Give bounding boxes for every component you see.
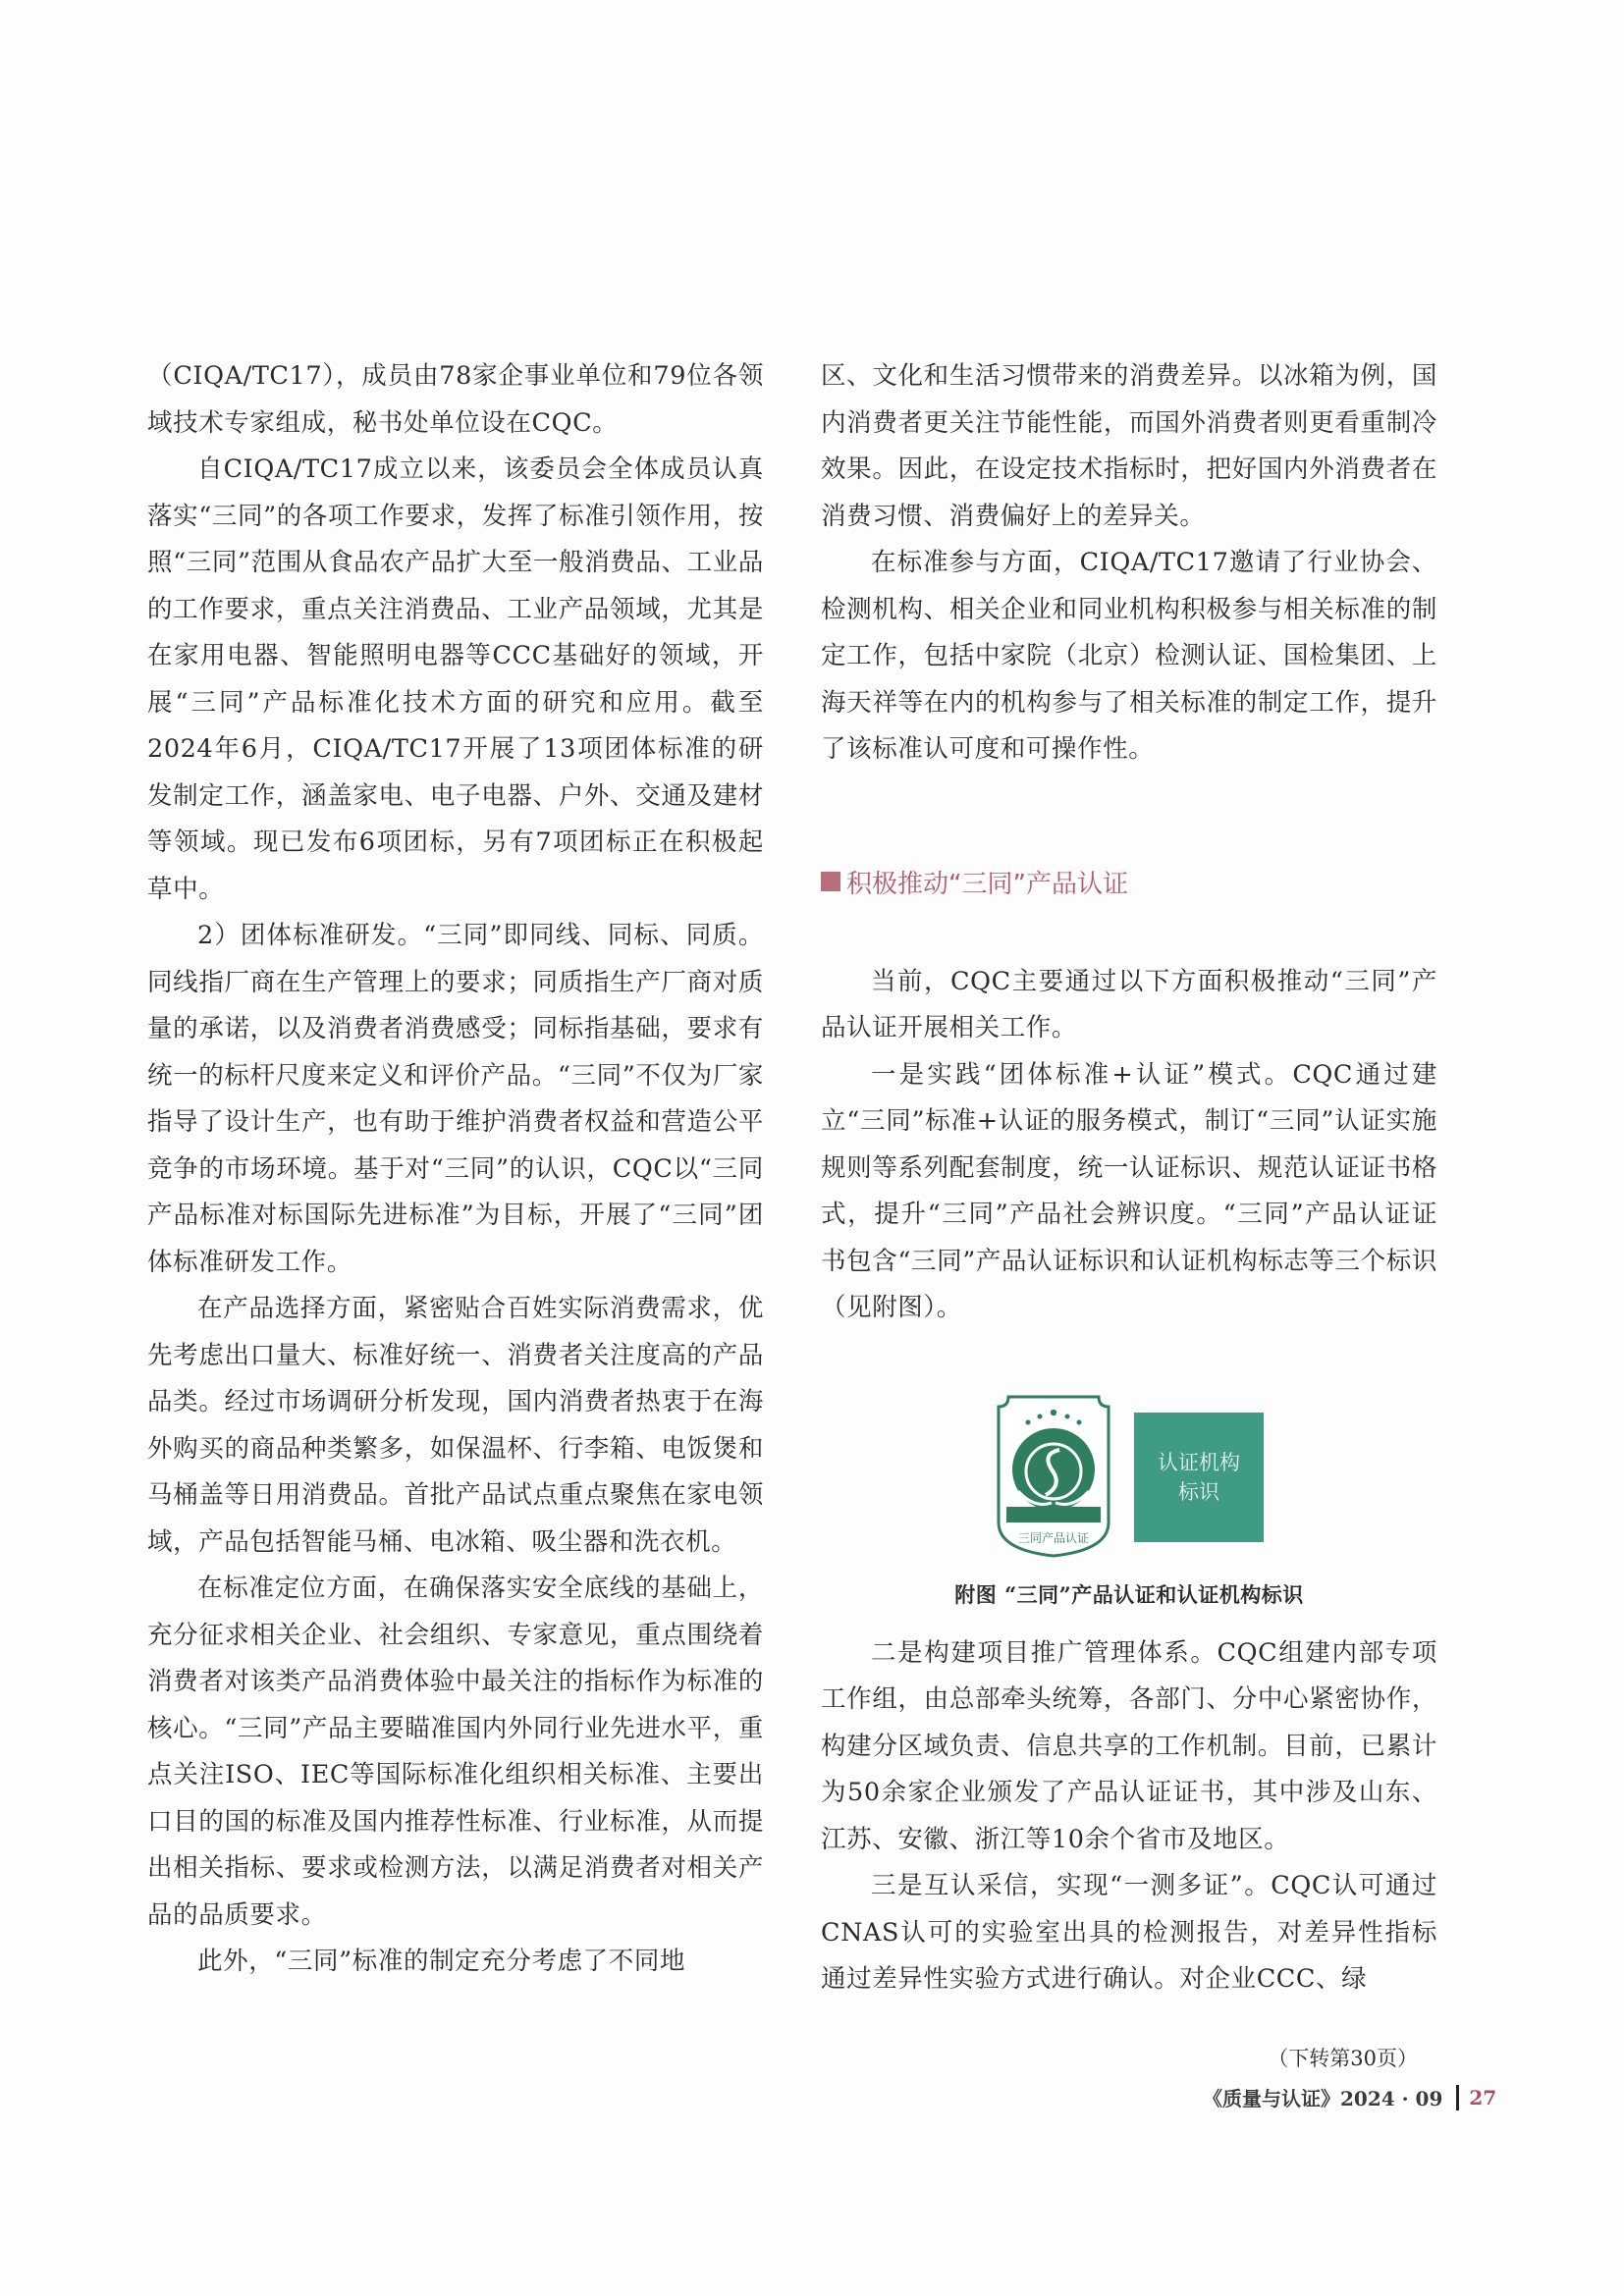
left-column [147,353,764,1986]
figure-caption: 附图 “三同”产品认证和认证机构标识 [954,1581,1304,1607]
paragraph: 自CIQA/TC17成立以来，该委员会全体成员认真落实“三同”的各项工作要求，发挥了标准引领作用，按照“三同”范围从食品农产品扩大至一般消费品、工业品的工作要求，重点关注消费品、工业产品领域，尤其是在家用电器、智能照明电器等CCC基础好的领域，开展“三同”产品标准化技术方面的研究和应用。截至2024年6月，CIQA/TC17开展了13项团体标准的研发制定工作，涵盖家电、电子电器、户外、交通及建材等领域。现已发布6项团标，另有7项团标正在积极起草中。 [147,454,764,904]
journal-name: 《质量与认证》2024 · 09 [1203,2087,1443,2110]
badge-label: 三同产品认证 [1017,1530,1090,1545]
paragraph: 二是构建项目推广管理体系。CQC组建内部专项工作组，由总部牵头统筹，各部门、分中心紧密协作，构建分区域负责、信息共享的工作机制。目前，已累计为50余家企业颁发了产品认证证书，其中涉及山东、江苏、安徽、浙江等10余个省市及地区。 [821,1637,1437,1854]
santong-certification-badge-icon [995,1393,1112,1560]
paragraph: （CIQA/TC17），成员由78家企事业单位和79位各领域技术专家组成，秘书处单位设在CQC。 [147,361,764,438]
continued-note: （下转第30页） [1268,2046,1418,2070]
paragraph: 2）团体标准研发。“三同”即同线、同标、同质。同线指厂商在生产管理上的要求；同质指生产厂商对质量的承诺，以及消费者消费感受；同标指基础，要求有统一的标杆尺度来定义和评价产品。“三同”不仅为厂家指导了设计生产，也有助于维护消费者权益和营造公平竞争的市场环境。基于对“三同”的认识，CQC以“三同产品标准对标国际先进标准”为目标，开展了“三同”团体标准研发工作。 [147,921,764,1277]
paragraph: 在标准参与方面，CIQA/TC17邀请了行业协会、检测机构、相关企业和同业机构积极参与相关标准的制定工作，包括中家院（北京）检测认证、国检集团、上海天祥等在内的机构参与了相关标准的制定工作，提升了该标准认可度和可操作性。 [821,548,1437,764]
org-box-line2: 标识 [1178,1479,1219,1504]
page-footer [1203,2083,1496,2111]
footer-divider [1456,2085,1459,2110]
paragraph: 三是互认采信，实现“一测多证”。CQC认可通过CNAS认可的实验室出具的检测报告，对差异性指标通过差异性实验方式进行确认。对企业CCC、绿 [821,1871,1437,1994]
paragraph: 此外，“三同”标准的制定充分考虑了不同地 [197,1947,686,1976]
certification-body-mark [1134,1413,1264,1542]
paragraph: 在标准定位方面，在确保落实安全底线的基础上，充分征求相关企业、社会组织、专家意见，重点围绕着消费者对该类产品消费体验中最关注的指标作为标准的核心。“三同”产品主要瞄准国内外同行业先进水平，重点关注ISO、IEC等国际标准化组织相关标准、主要出口目的国的标准及国内推荐性标准、行业标准，从而提出相关指标、要求或检测方法，以满足消费者对相关产品的品质要求。 [147,1574,764,1930]
org-box-line1: 认证机构 [1158,1450,1240,1474]
paragraph: 当前，CQC主要通过以下方面积极推动“三同”产品认证开展相关工作。 [821,966,1437,1042]
paragraph: 一是实践“团体标准+认证”模式。CQC通过建立“三同”标准+认证的服务模式，制订“三同”认证实施规则等系列配套制度，统一认证标识、规范认证证书格式，提升“三同”产品社会辨识度。“三同”产品认证证书包含“三同”产品认证标识和认证机构标志等三个标识（见附图）。 [821,1059,1437,1322]
page-number: 27 [1469,2085,1497,2109]
paragraph: 在产品选择方面，紧密贴合百姓实际消费需求，优先考虑出口量大、标准好统一、消费者关注度高的产品品类。经过市场调研分析发现，国内消费者热衷于在海外购买的商品种类繁多，如保温杯、行李箱、电饭煲和马桶盖等日用消费品。首批产品试点重点聚焦在家电领域，产品包括智能马桶、电冰箱、吸尘器和洗衣机。 [147,1294,764,1557]
section-heading-text: 积极推动“三同”产品认证 [846,869,1128,899]
section-heading [821,864,1437,900]
figure [821,1393,1437,1560]
paragraph: 区、文化和生活习惯带来的消费差异。以冰箱为例，国内消费者更关注节能性能，而国外消费者则更看重制冷效果。因此，在设定技术指标时，把好国内外消费者在消费习惯、消费偏好上的差异关。 [821,361,1437,531]
right-column [821,353,1437,2072]
heading-square-icon [821,872,840,891]
